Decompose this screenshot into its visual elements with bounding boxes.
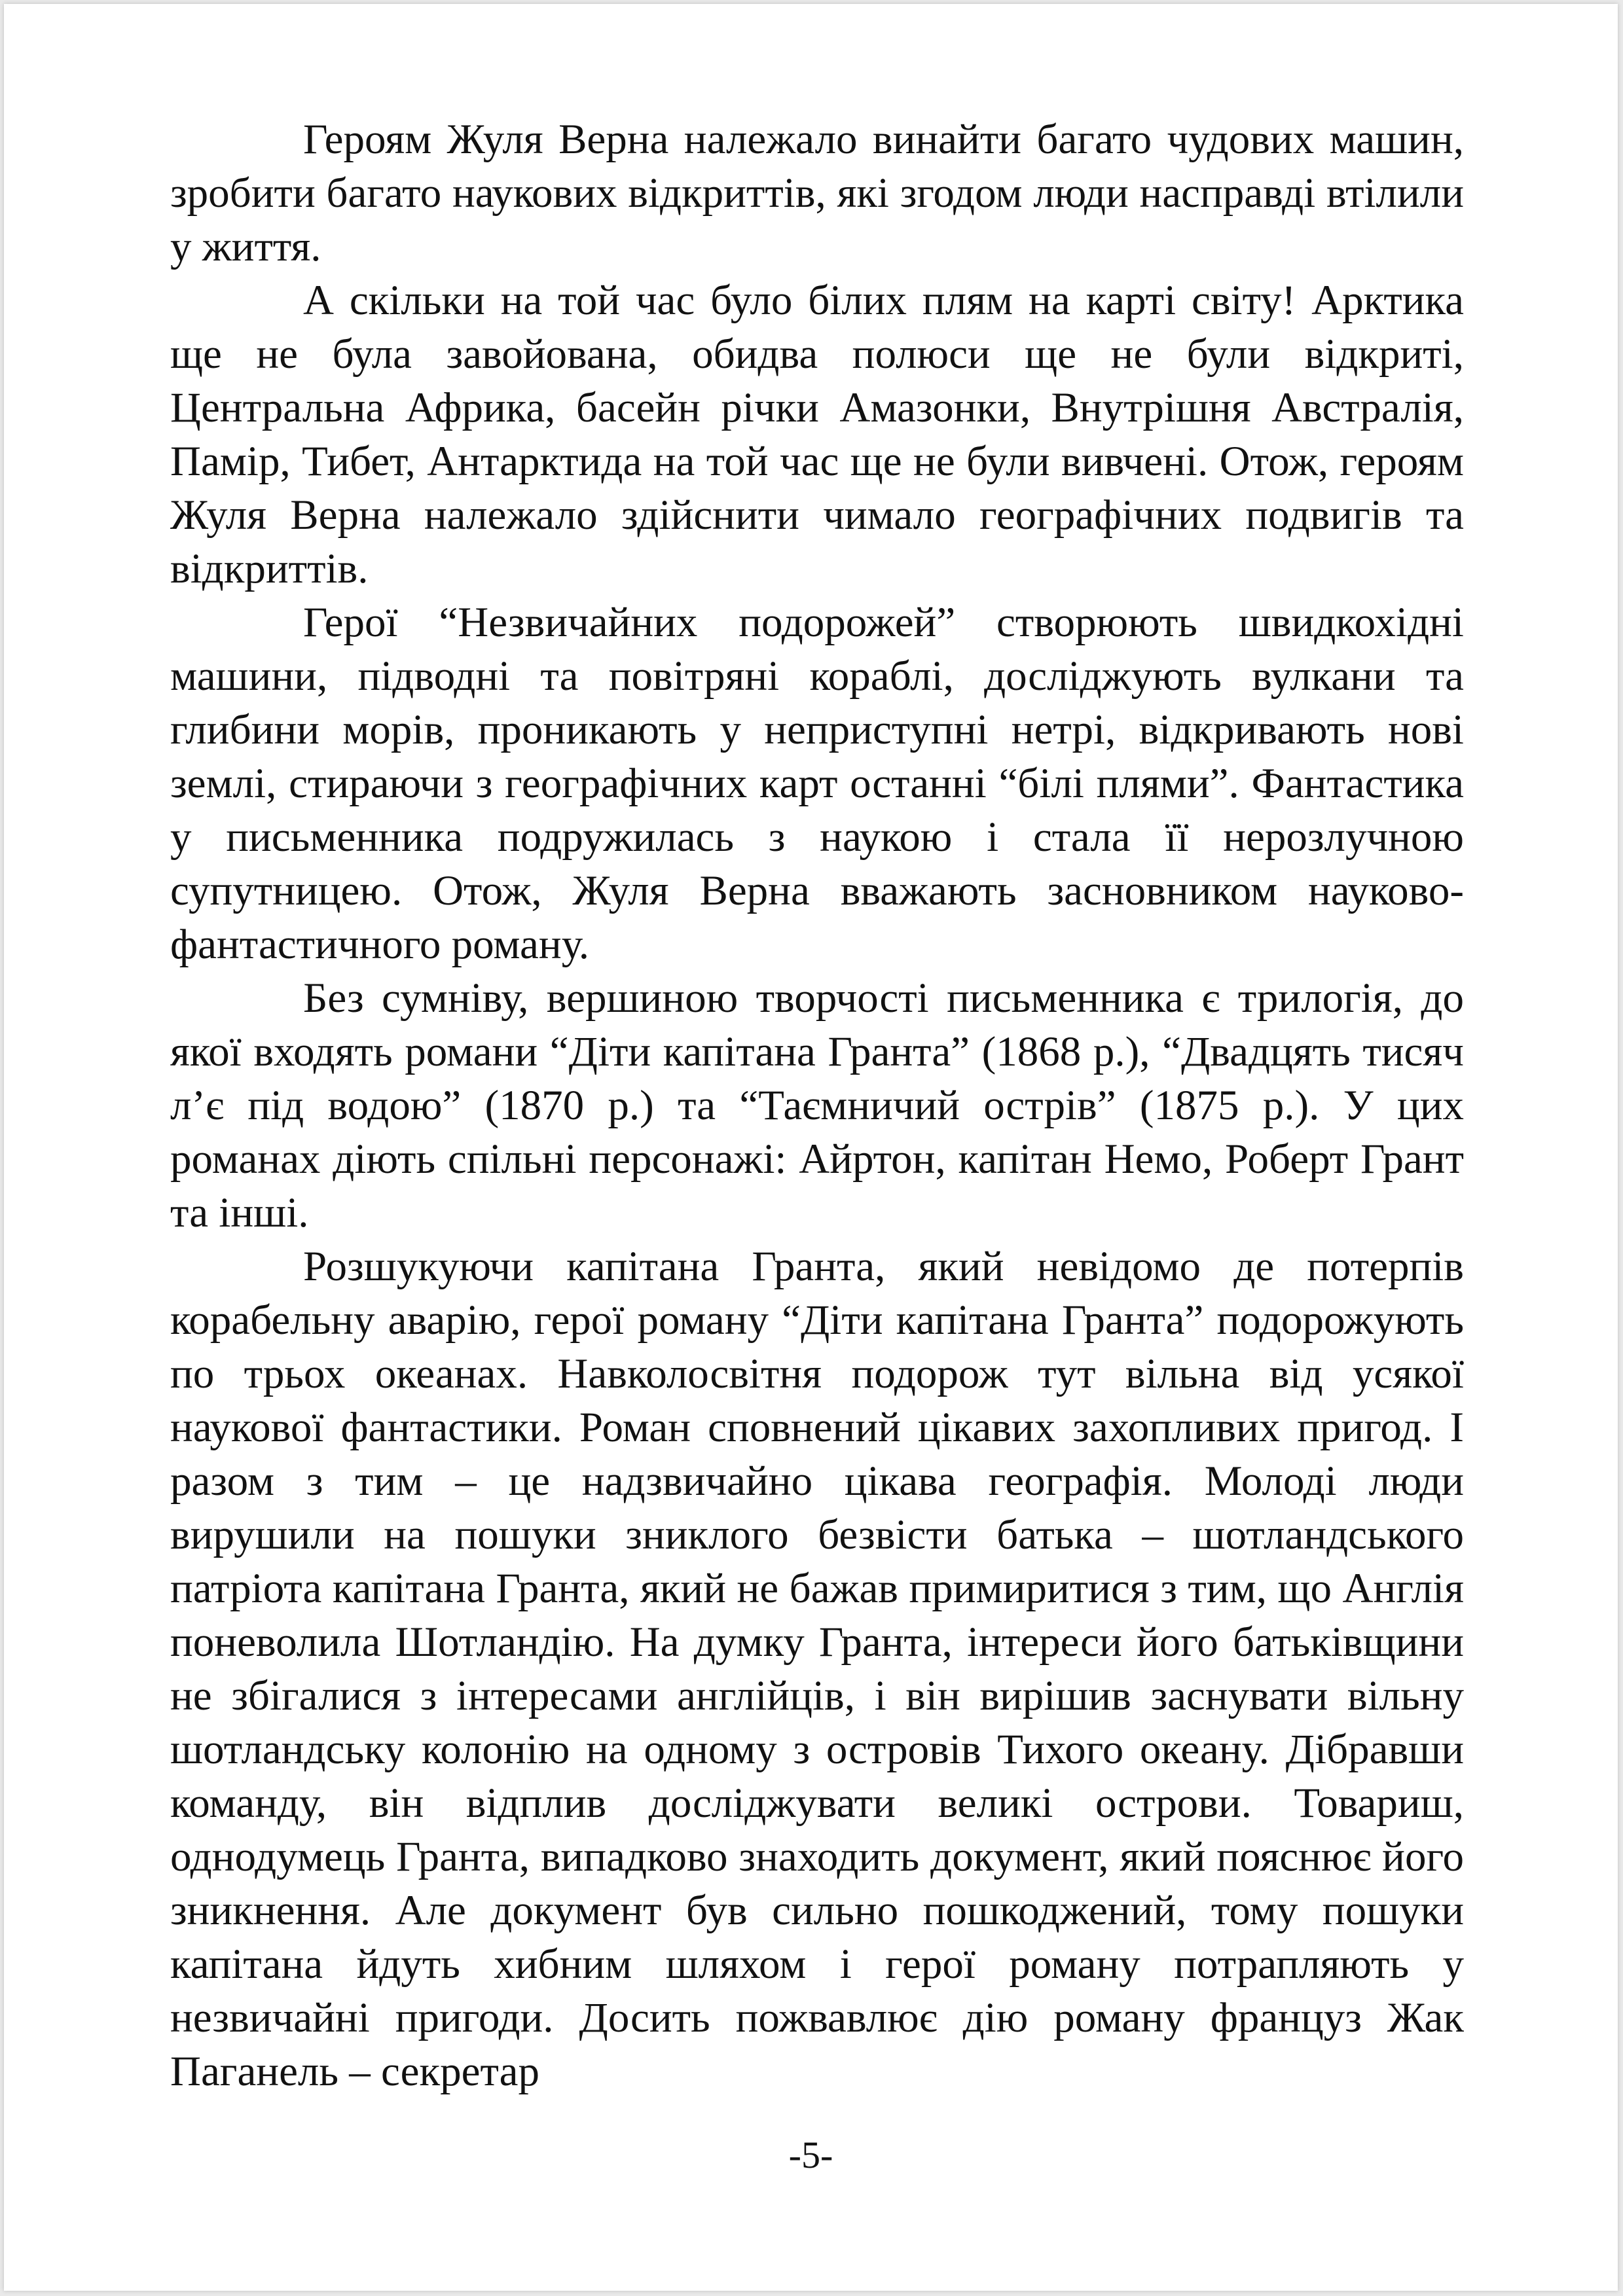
document-page [4, 4, 1618, 2291]
paragraph-5: Розшукуючи капітана Гранта, який невідомо де потерпів корабельну аварію, герої роману “Діти капітана Гранта” подорожують по трьох океанах. Навколосвітня подорож тут вільна від усякої наукової фантастики. Роман сповнений цікавих захопливих пригод. І разом з тим – це надзвичайно цікава географія. Молоді люди вирушили на пошуки зниклого безвісти батька – шотландського патріота капітана Гранта, який не бажав примиритися з тим, що Англія поневолила Шотландію. На думку Гранта, інтереси його батьківщини не збігалися з інтересами англійців, і він вирішив заснувати вільну шотландську колонію на одному з островів Тихого океану. Дібравши команду, він відплив досліджувати великі острови. Товариш, однодумець Гранта, випадково знаходить документ, який пояснює його зникнення. Але документ був сильно пошкоджений, тому пошуки капітана йдуть хибним шляхом і герої роману потрапляють у незвичайні пригоди. Досить пожвавлює дію роману француз Жак Паганель – секретар [170, 1243, 1464, 2095]
paragraph-1: Героям Жуля Верна належало винайти багато чудових машин, зробити багато наукових відкриттів, які згодом люди насправді втілили у життя. [170, 116, 1464, 270]
paragraph-3: Герої “Незвичайних подорожей” створюють швидкохідні машини, підводні та повітряні кораблі, досліджують вулкани та глибини морів, проникають у неприступні нетрі, відкривають нові землі, стираючи з географічних карт останні “білі плями”. Фантастика у письменника подружилась з наукою і стала її нерозлучною супутницею. Отож, Жуля Верна вважають засновником науково-фантастичного роману. [170, 599, 1464, 968]
paragraph-2: А скільки на той час було білих плям на карті світу! Арктика ще не була завойована, обидва полюси ще не були відкриті, Центральна Африка, басейн річки Амазонки, Внутрішня Австралія, Памір, Тибет, Антарктида на той час ще не були вивчені. Отож, героям Жуля Верна належало здійснити чимало географічних подвигів та відкриттів. [170, 277, 1464, 592]
paragraph-4: Без сумніву, вершиною творчості письменника є трилогія, до якої входять романи “Діти капітана Гранта” (1868 р.), “Двадцять тисяч л’є під водою” (1870 р.) та “Таємничий острів” (1875 р.). У цих романах діють спільні персонажі: Айртон, капітан Немо, Роберт Грант та інші. [170, 975, 1464, 1236]
body-text [170, 113, 1464, 2098]
page-number: -5- [788, 2134, 833, 2176]
